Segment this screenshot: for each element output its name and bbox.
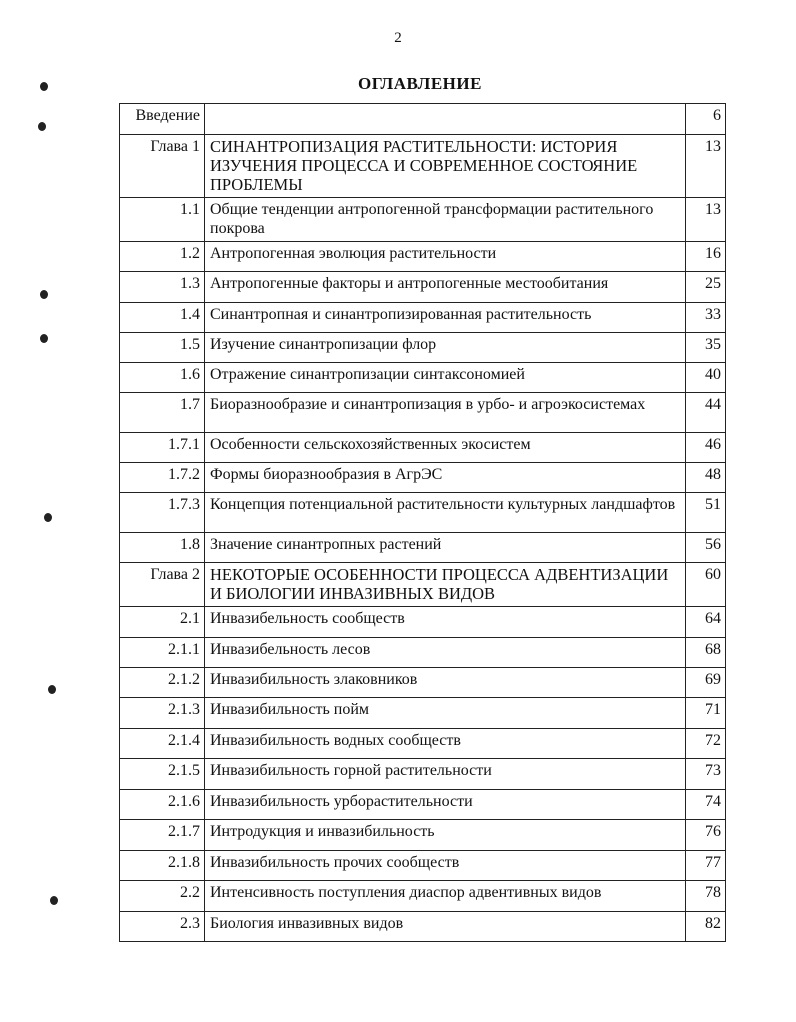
section-title: Инвазибильность злаковников	[205, 668, 686, 698]
toc-row	[120, 638, 726, 668]
toc-row	[120, 242, 726, 272]
section-number: 2.1	[120, 607, 205, 638]
section-number: 2.1.4	[120, 729, 205, 759]
section-title: Отражение синантропизации синтаксономией	[205, 363, 686, 393]
section-number: 1.1	[120, 198, 205, 242]
section-number: 2.1.3	[120, 698, 205, 729]
page-ref: 78	[686, 881, 726, 912]
section-title: Биология инвазивных видов	[205, 912, 686, 942]
toc-title: ОГЛАВЛЕНИЕ	[358, 74, 482, 93]
margin-mark	[40, 334, 48, 343]
toc-row	[120, 759, 726, 790]
section-number: 1.6	[120, 363, 205, 393]
section-title: Формы биоразнообразия в АгрЭС	[205, 463, 686, 493]
section-title: Интенсивность поступления диаспор адвентивных видов	[205, 881, 686, 912]
toc-row	[120, 668, 726, 698]
section-title: Антропогенная эволюция растительности	[205, 242, 686, 272]
page-ref: 44	[686, 393, 726, 433]
section-number: 1.8	[120, 533, 205, 563]
toc-row	[120, 135, 726, 198]
toc-row	[120, 563, 726, 607]
page-ref: 6	[686, 104, 726, 135]
section-title: СИНАНТРОПИЗАЦИЯ РАСТИТЕЛЬНОСТИ: ИСТОРИЯ ИЗУЧЕНИЯ ПРОЦЕССА И СОВРЕМЕННОЕ СОСТОЯНИЕ ПРОБЛЕМЫ	[205, 135, 686, 198]
section-title: Инвазибильность урборастительности	[205, 790, 686, 820]
page-ref: 68	[686, 638, 726, 668]
section-number: Введение	[120, 104, 205, 135]
page-ref: 40	[686, 363, 726, 393]
toc-table	[119, 103, 726, 942]
toc-row	[120, 303, 726, 333]
toc-row	[120, 433, 726, 463]
section-title: Инвазибильность горной растительности	[205, 759, 686, 790]
page-ref: 13	[686, 198, 726, 242]
margin-mark	[40, 82, 48, 91]
toc-row	[120, 463, 726, 493]
section-number: 2.1.2	[120, 668, 205, 698]
section-number: 1.7.3	[120, 493, 205, 533]
page-ref: 74	[686, 790, 726, 820]
section-title: Интродукция и инвазибильность	[205, 820, 686, 851]
section-title: Биоразнообразие и синантропизация в урбо- и агроэкосистемах	[205, 393, 686, 433]
toc-row	[120, 729, 726, 759]
page-ref: 16	[686, 242, 726, 272]
section-title: Инвазибильность водных сообществ	[205, 729, 686, 759]
page-ref: 82	[686, 912, 726, 942]
section-number: 2.1.5	[120, 759, 205, 790]
page-ref: 33	[686, 303, 726, 333]
section-title: Инвазибильность прочих сообществ	[205, 851, 686, 881]
section-title: НЕКОТОРЫЕ ОСОБЕННОСТИ ПРОЦЕССА АДВЕНТИЗАЦИИ И БИОЛОГИИ ИНВАЗИВНЫХ ВИДОВ	[205, 563, 686, 607]
section-title: Синантропная и синантропизированная растительность	[205, 303, 686, 333]
section-number: 2.1.8	[120, 851, 205, 881]
page-ref: 48	[686, 463, 726, 493]
section-title: Изучение синантропизации флор	[205, 333, 686, 363]
page-ref: 60	[686, 563, 726, 607]
section-title: Антропогенные факторы и антропогенные местообитания	[205, 272, 686, 303]
section-number: 1.7.2	[120, 463, 205, 493]
section-number: 1.7	[120, 393, 205, 433]
page-ref: 46	[686, 433, 726, 463]
section-number: 1.2	[120, 242, 205, 272]
toc-row	[120, 393, 726, 433]
section-title: Инвазибельность лесов	[205, 638, 686, 668]
page-ref: 73	[686, 759, 726, 790]
section-number: 1.7.1	[120, 433, 205, 463]
page-ref: 71	[686, 698, 726, 729]
section-title: Общие тенденции антропогенной трансформации растительного покрова	[205, 198, 686, 242]
section-number: 1.4	[120, 303, 205, 333]
section-number: 2.1.7	[120, 820, 205, 851]
section-number: 2.2	[120, 881, 205, 912]
section-number: Глава 1	[120, 135, 205, 198]
page-ref: 35	[686, 333, 726, 363]
section-number: Глава 2	[120, 563, 205, 607]
toc-row	[120, 698, 726, 729]
margin-mark	[44, 513, 52, 522]
section-number: 1.5	[120, 333, 205, 363]
toc-row	[120, 104, 726, 135]
page-ref: 76	[686, 820, 726, 851]
toc-row	[120, 333, 726, 363]
page-ref: 64	[686, 607, 726, 638]
section-title: Значение синантропных растений	[205, 533, 686, 563]
toc-row	[120, 493, 726, 533]
page-ref: 51	[686, 493, 726, 533]
section-title: Концепция потенциальной растительности культурных ландшафтов	[205, 493, 686, 533]
section-title: Инвазибильность пойм	[205, 698, 686, 729]
margin-mark	[50, 896, 58, 905]
section-title: Инвазибельность сообществ	[205, 607, 686, 638]
toc-row	[120, 198, 726, 242]
section-number: 2.1.1	[120, 638, 205, 668]
section-title: Особенности сельскохозяйственных экосистем	[205, 433, 686, 463]
margin-mark	[38, 122, 46, 131]
toc-row	[120, 607, 726, 638]
toc-row	[120, 912, 726, 942]
section-number: 2.1.6	[120, 790, 205, 820]
page-ref: 25	[686, 272, 726, 303]
toc-row	[120, 363, 726, 393]
page-ref: 13	[686, 135, 726, 198]
margin-mark	[48, 685, 56, 694]
section-number: 2.3	[120, 912, 205, 942]
section-title	[205, 104, 686, 135]
page-ref: 72	[686, 729, 726, 759]
page-ref: 77	[686, 851, 726, 881]
page-ref: 69	[686, 668, 726, 698]
toc-row	[120, 272, 726, 303]
toc-row	[120, 851, 726, 881]
section-number: 1.3	[120, 272, 205, 303]
toc-row	[120, 881, 726, 912]
margin-mark	[40, 290, 48, 299]
page-number: 2	[394, 30, 402, 46]
toc-row	[120, 820, 726, 851]
toc-row	[120, 533, 726, 563]
toc-row	[120, 790, 726, 820]
page-ref: 56	[686, 533, 726, 563]
